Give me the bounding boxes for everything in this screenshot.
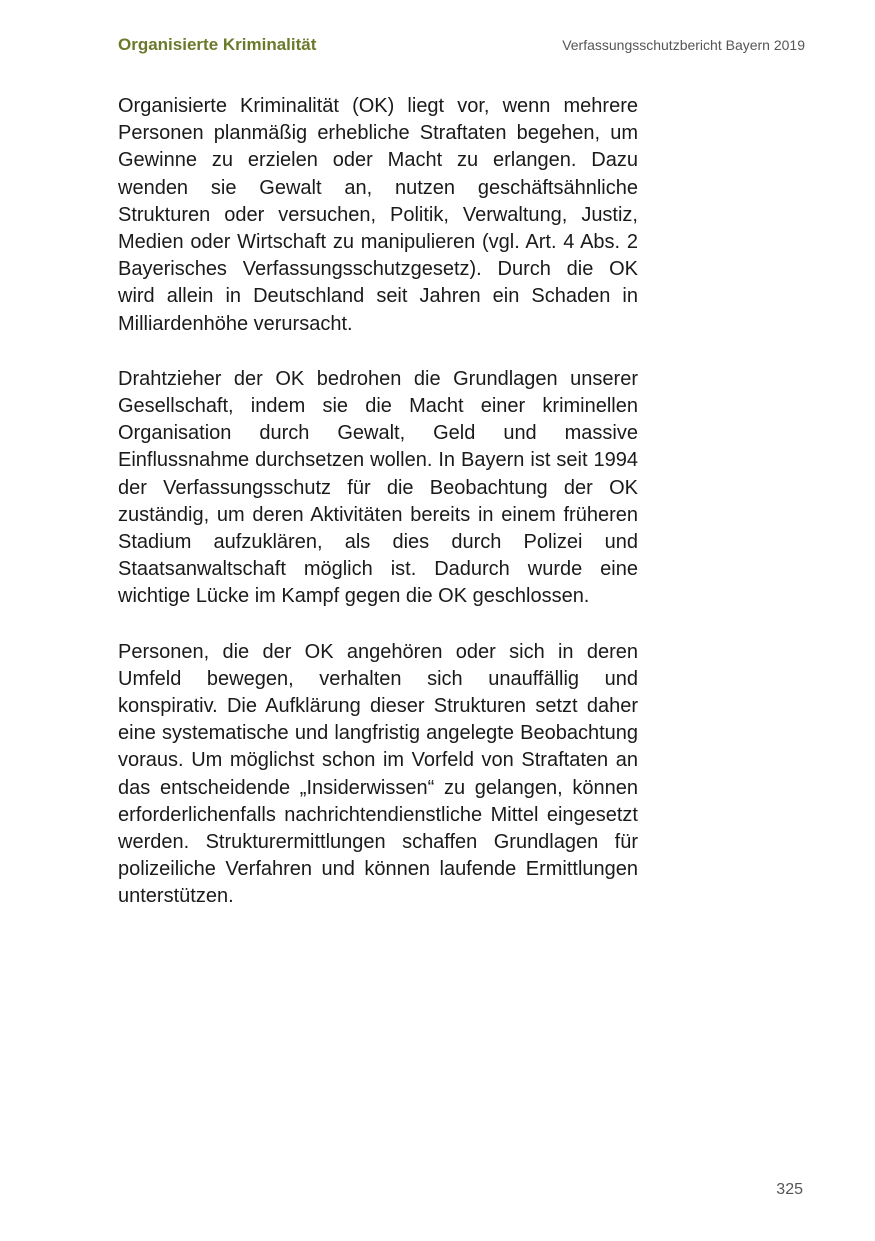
- publication-title: Verfassungsschutzbericht Bayern 2019: [562, 37, 805, 53]
- paragraph: Drahtzieher der OK bedrohen die Grundlagen unserer Gesellschaft, indem sie die Macht einer kriminellen Organisation durch Gewalt, Geld und massive Einflussnahme durchsetzen wollen. In Bayern ist seit 1994 der Verfassungsschutz für die Beobachtung der OK zuständig, um deren Aktivitäten bereits in einem früheren Stadium aufzuklären, als dies durch Polizei und Staatsanwaltschaft möglich ist. Dadurch wurde eine wichtige Lücke im Kampf gegen die OK geschlossen.: [118, 367, 638, 608]
- paragraph: Personen, die der OK angehören oder sich in deren Umfeld bewegen, verhalten sich unauffällig und konspirativ. Die Aufklärung dieser Strukturen setzt daher eine systematische und langfristig angelegte Beobachtung voraus. Um möglichst schon im Vorfeld von Straftaten an das entscheidende „Insiderwissen“ zu gelangen, können erforderlichenfalls nachrichtendienstliche Mittel eingesetzt werden. Strukturermittlungen schaffen Grundlagen für polizeiliche Verfahren und können laufende Ermittlungen unterstützen.: [118, 640, 638, 908]
- page-number: 325: [776, 1181, 803, 1198]
- body-text: [118, 93, 638, 939]
- paragraph: Organisierte Kriminalität (OK) liegt vor, wenn mehrere Personen planmäßig erhebliche Straftaten begehen, um Gewinne zu erzielen oder Macht zu erlangen. Dazu wenden sie Gewalt an, nutzen geschäftsähnliche Strukturen oder versuchen, Politik, Verwaltung, Justiz, Medien oder Wirtschaft zu manipulieren (vgl. Art. 4 Abs. 2 Bayerisches Verfassungsschutzgesetz). Durch die OK wird allein in Deutschland seit Jahren ein Schaden in Milliardenhöhe verursacht.: [118, 95, 638, 335]
- section-title: Organisierte Kriminalität: [118, 35, 317, 54]
